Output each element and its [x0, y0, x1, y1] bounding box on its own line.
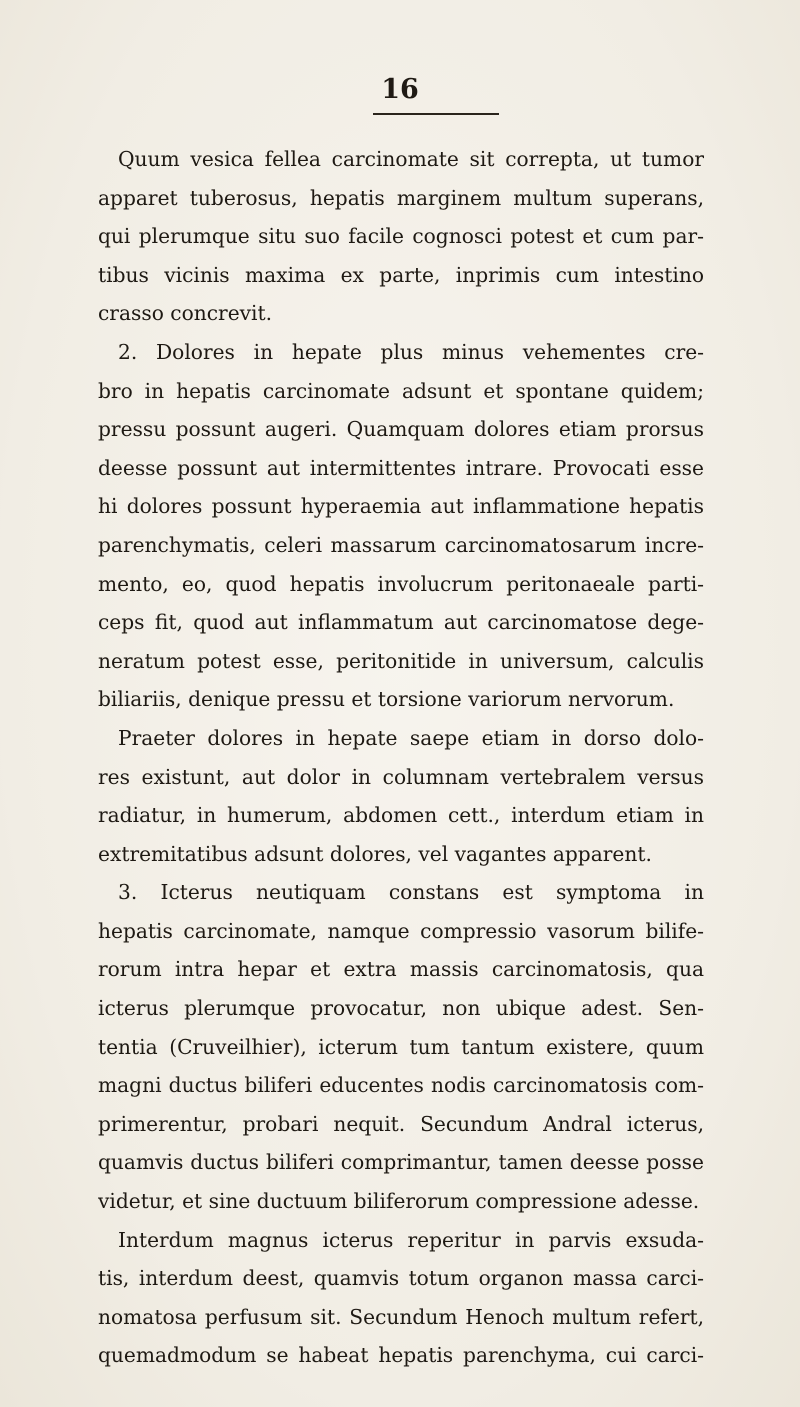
text-line: radiatur, in humerum, abdomen cett., interdum etiam in [98, 803, 704, 828]
text-line: Praeter dolores in hepate saepe etiam in dorso dolo- [118, 725, 704, 750]
text-line: neratum potest esse, peritonitide in universum, calculis [98, 648, 704, 673]
text-line: quemadmodum se habeat hepatis parenchyma, cui carci- [98, 1343, 704, 1368]
text-line: bro in hepatis carcinomate adsunt et spontane quidem; [98, 378, 704, 403]
text-line: 3. Icterus neutiquam constans est symptoma in [118, 880, 704, 905]
text-line: hi dolores possunt hyperaemia aut inflammatione hepatis [98, 494, 704, 519]
header-rule [373, 113, 499, 115]
text-line: tibus vicinis maxima ex parte, inprimis cum intestino [98, 262, 704, 287]
text-line: tis, interdum deest, quamvis totum organon massa carci- [98, 1266, 704, 1291]
text-line: hepatis carcinomate, namque compressio vasorum bilife- [98, 918, 704, 943]
text-line: rorum intra hepar et extra massis carcinomatosis, qua [98, 957, 704, 982]
text-line: apparet tuberosus, hepatis marginem multum superans, [98, 185, 704, 210]
text-line: quamvis ductus biliferi comprimantur, tamen deesse posse [98, 1150, 704, 1175]
body-text [98, 140, 704, 1375]
text-line: biliariis, denique pressu et torsione variorum nervorum. [98, 687, 675, 712]
text-line: videtur, et sine ductuum biliferorum compressione adesse. [98, 1189, 700, 1214]
text-line: tentia (Cruveilhier), icterum tum tantum existere, quum [98, 1034, 704, 1059]
text-line: 2. Dolores in hepate plus minus vehementes cre- [118, 339, 704, 364]
text-line: Interdum magnus icterus reperitur in parvis exsuda- [118, 1227, 704, 1252]
text-line: qui plerumque situ suo facile cognosci potest et cum par- [98, 224, 704, 249]
page-number: 16 [381, 74, 419, 105]
text-line: Quum vesica fellea carcinomate sit correpta, ut tumor [118, 147, 704, 171]
text-line: parenchymatis, celeri massarum carcinomatosarum incre- [98, 532, 704, 557]
text-line: nomatosa perfusum sit. Secundum Henoch multum refert, [98, 1304, 704, 1329]
text-line: crasso concrevit. [98, 301, 273, 326]
text-line: res existunt, aut dolor in columnam vertebralem versus [98, 764, 704, 789]
text-line: magni ductus biliferi educentes nodis carcinomatosis com- [98, 1073, 704, 1098]
text-line: icterus plerumque provocatur, non ubique adest. Sen- [98, 996, 704, 1021]
text-line: pressu possunt augeri. Quamquam dolores etiam prorsus [98, 417, 704, 442]
text-line: deesse possunt aut intermittentes intrare. Provocati esse [98, 455, 704, 480]
text-line: mento, eo, quod hepatis involucrum peritonaeale parti- [98, 571, 704, 596]
text-line: ceps fit, quod aut inflammatum aut carcinomatose dege- [98, 610, 704, 635]
text-line: extremitatibus adsunt dolores, vel vagantes apparent. [98, 841, 652, 866]
text-line: primerentur, probari nequit. Secundum Andral icterus, [98, 1111, 704, 1136]
